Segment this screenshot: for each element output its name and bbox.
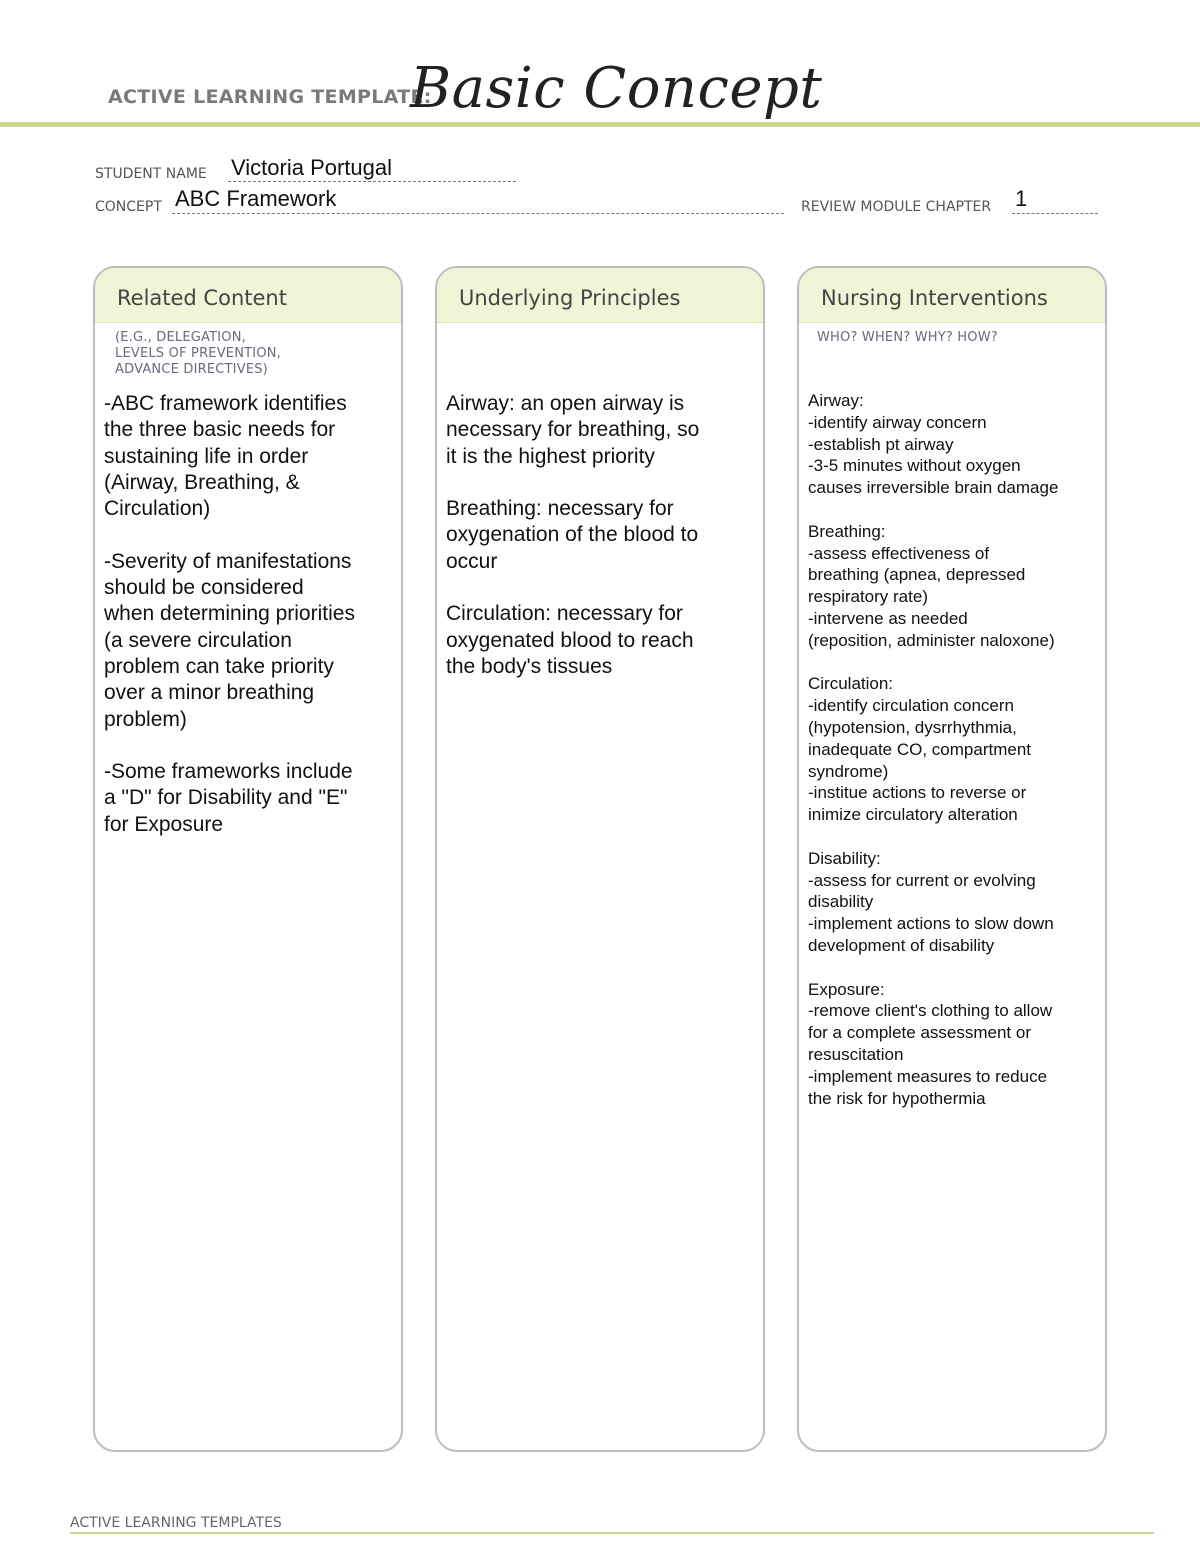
student-name-line xyxy=(228,181,516,182)
page-title: Basic Concept xyxy=(410,56,823,121)
student-name-label: STUDENT NAME xyxy=(95,166,207,182)
footer-label: ACTIVE LEARNING TEMPLATES xyxy=(70,1515,282,1531)
nursing-interventions-panel xyxy=(797,266,1107,1452)
review-module-label: REVIEW MODULE CHAPTER xyxy=(801,199,992,215)
nursing-interventions-title: Nursing Interventions xyxy=(821,286,1048,310)
related-content-subtitle: (E.G., DELEGATION, LEVELS OF PREVENTION, ADVANCE DIRECTIVES) xyxy=(115,330,282,377)
related-content-text[interactable]: -ABC framework identifies the three basic needs for sustaining life in order (Airway, Breathing, & Circulation) -Severity of manifestations should be considered when determining priorities (a severe circulation problem can take priority over a minor breathing problem) -Some frameworks include a "D" for Disability and "E" for Exposure xyxy=(104,392,355,836)
header-divider xyxy=(0,122,1200,127)
concept-line xyxy=(172,213,784,214)
concept-field[interactable]: ABC Framework xyxy=(175,186,337,211)
concept-label: CONCEPT xyxy=(95,199,162,215)
underlying-principles-panel xyxy=(435,266,765,1452)
student-name-field[interactable]: Victoria Portugal xyxy=(231,155,393,180)
related-content-title: Related Content xyxy=(117,286,287,310)
template-label: ACTIVE LEARNING TEMPLATE: xyxy=(108,86,432,108)
underlying-principles-text[interactable]: Airway: an open airway is necessary for breathing, so it is the highest priority Breathing: necessary for oxygenation of the blood to occur Circulation: necessary for oxygenated blood to reach the body's tissues xyxy=(446,392,700,678)
nursing-interventions-subtitle: WHO? WHEN? WHY? HOW? xyxy=(817,330,998,345)
underlying-principles-title: Underlying Principles xyxy=(459,286,681,310)
footer-divider xyxy=(70,1532,1154,1534)
review-module-field[interactable]: 1 xyxy=(1015,186,1028,211)
nursing-interventions-text[interactable]: Airway: -identify airway concern -establish pt airway -3-5 minutes without oxygen causes irreversible brain damage Breathing: -assess effectiveness of breathing (apnea, depressed respiratory rate) -intervene as needed (reposition, administer naloxone) Circulation: -identify circulation concern (hypotension, dysrrhythmia, inadequate CO, compartment syndrome) -institue actions to reverse or inimize circulatory alteration Disability: -assess for current or evolving disability -implement actions to slow down development of disability Exposure: -remove client's clothing to allow for a complete assessment or resuscitation -implement measures to reduce the risk for hypothermia xyxy=(808,391,1059,1108)
review-module-line xyxy=(1012,213,1098,214)
related-content-panel xyxy=(93,266,403,1452)
